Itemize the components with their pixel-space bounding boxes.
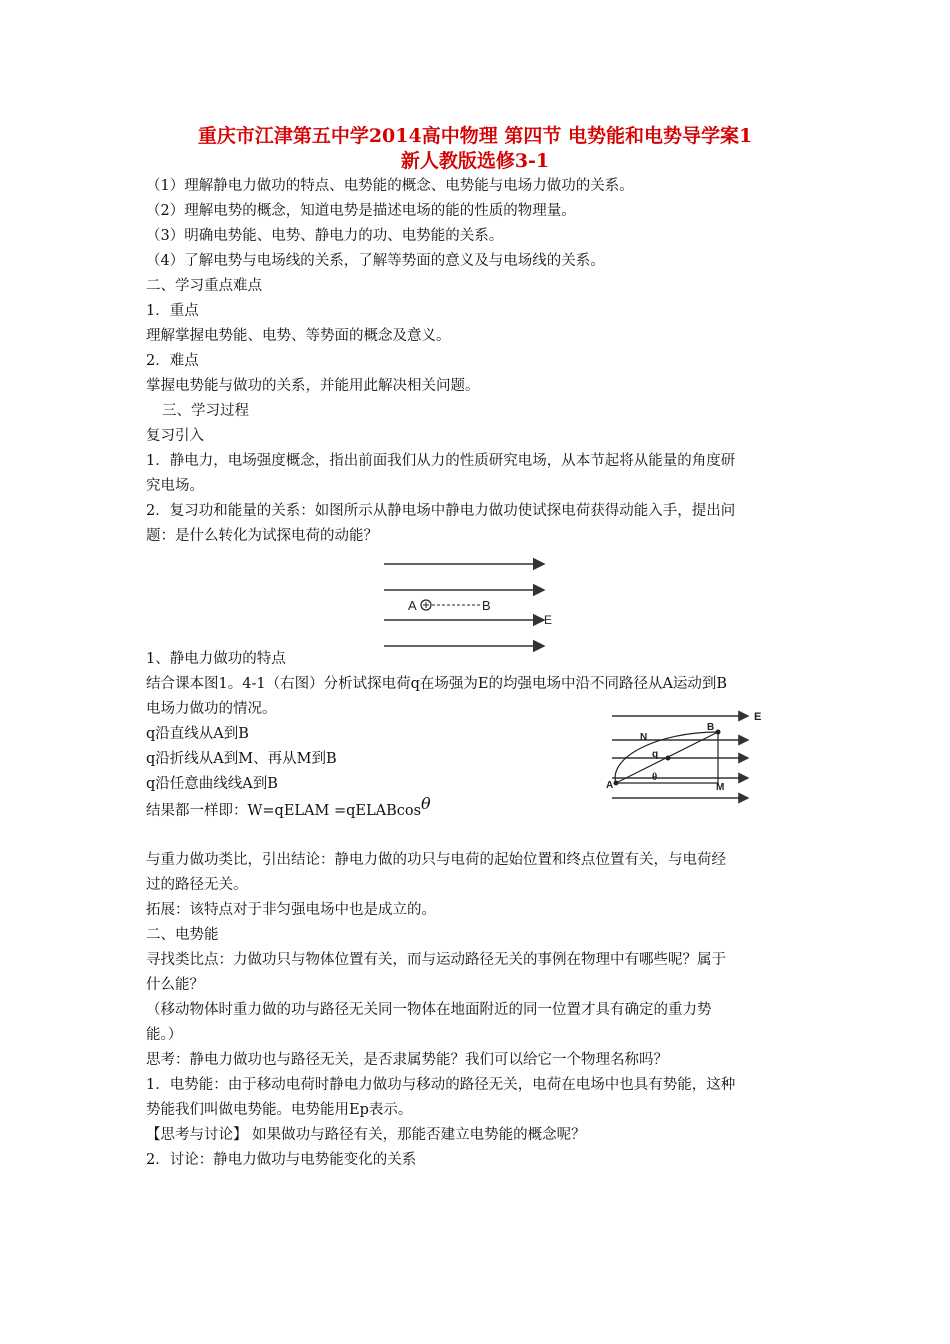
work-formula: 结果都一样即：W=qELAM =qELABcos — [146, 803, 422, 819]
difficulty-text: 掌握电势能与做功的关系，并能用此解决相关问题。 — [146, 378, 480, 394]
charge-q-label: q — [652, 749, 659, 760]
key-point-label: 1．重点 — [146, 303, 199, 319]
section2-heading: 二、学习重点难点 — [146, 278, 262, 294]
path-broken: q沿折线从A到M、再从M到B — [146, 751, 337, 767]
field-e-label: E — [754, 711, 762, 723]
discussion-prompt: 【思考与讨论】 如果做功与路径有关，那能否建立电势能的概念呢？ — [146, 1127, 586, 1143]
discussion-item-2: 2．讨论：静电力做功与电势能变化的关系 — [146, 1152, 417, 1168]
review-paragraph-1b: 究电场。 — [146, 478, 204, 494]
uniform-field-figure — [378, 558, 558, 654]
point-b-label: B — [707, 722, 715, 733]
objective-2: （2）理解电势的概念，知道电势是描述电场的能的性质的物理量。 — [146, 203, 576, 219]
path-curved: q沿任意曲线线A到B — [146, 776, 278, 792]
theta-symbol: θ — [421, 794, 431, 813]
document-title-line2: 新人教版选修3-1 — [400, 150, 550, 172]
extension-note: 拓展：该特点对于非匀强电场中也是成立的。 — [146, 902, 436, 918]
gravity-note-a: （移动物体时重力做的功与路径无关同一物体在地面附近的同一位置才具有确定的重力势 — [146, 1002, 712, 1018]
gravity-note-b: 能。） — [146, 1027, 183, 1043]
point-n-label: N — [640, 732, 648, 743]
charge-q-dot — [666, 756, 671, 761]
review-paragraph-2a: 2．复习功和能量的关系：如图所示从静电场中静电力做功使试探电荷获得动能入手，提出问 — [146, 503, 736, 519]
analogy-a: 寻找类比点：力做功只与物体位置有关，而与运动路径无关的事例在物理中有哪些呢？属于 — [146, 952, 726, 968]
part1-heading: 1、静电力做功的特点 — [146, 651, 286, 667]
work-result — [146, 794, 431, 821]
part1-paragraph-b: 电场力做功的情况。 — [146, 701, 277, 717]
review-label: 复习引入 — [146, 428, 204, 444]
objective-3: （3）明确电势能、电势、静电力的功、电势能的关系。 — [146, 228, 504, 244]
work-paths-figure — [606, 710, 778, 806]
point-a-dot — [614, 781, 619, 786]
analogy-b: 什么能？ — [146, 977, 204, 993]
point-a-label: A — [606, 780, 614, 791]
section3-heading: 三、学习过程 — [162, 403, 249, 419]
field-e-label: E — [544, 613, 553, 627]
point-b-label: B — [482, 598, 491, 613]
key-point-text: 理解掌握电势能、电势、等势面的概念及意义。 — [146, 328, 451, 344]
point-m-label: M — [716, 782, 725, 793]
point-b-dot — [716, 730, 721, 735]
theta-label: θ — [652, 772, 658, 783]
difficulty-label: 2．难点 — [146, 353, 199, 369]
definition-b: 势能我们叫做电势能。电势能用Ep表示。 — [146, 1102, 413, 1118]
review-paragraph-2b: 题：是什么转化为试探电荷的动能？ — [146, 528, 378, 544]
conclusion-a: 与重力做功类比，引出结论：静电力做的功只与电荷的起始位置和终点位置有关，与电荷经 — [146, 852, 726, 868]
part1-paragraph-a: 结合课本图1。4-1（右图）分析试探电荷q在场强为E的均强电场中沿不同路径从A运动到B — [146, 676, 728, 692]
review-paragraph-1a: 1．静电力，电场强度概念，指出前面我们从力的性质研究电场，从本节起将从能量的角度研 — [146, 453, 736, 469]
point-a-label: A — [408, 598, 417, 613]
think-question: 思考：静电力做功也与路径无关，是否隶属势能？我们可以给它一个物理名称吗？ — [146, 1052, 668, 1068]
conclusion-b: 过的路径无关。 — [146, 877, 248, 893]
objective-4: （4）了解电势与电场线的关系，了解等势面的意义及与电场线的关系。 — [146, 253, 605, 269]
part2-heading: 二、电势能 — [146, 927, 219, 943]
document-title-line1: 重庆市江津第五中学2014高中物理 第四节 电势能和电势导学案1 — [197, 125, 753, 147]
path-straight: q沿直线从A到B — [146, 726, 249, 742]
objective-1: （1）理解静电力做功的特点、电势能的概念、电势能与电场力做功的关系。 — [146, 178, 634, 194]
definition-a: 1．电势能：由于移动电荷时静电力做功与移动的路径无关，电荷在电场中也具有势能，这种 — [146, 1077, 736, 1093]
